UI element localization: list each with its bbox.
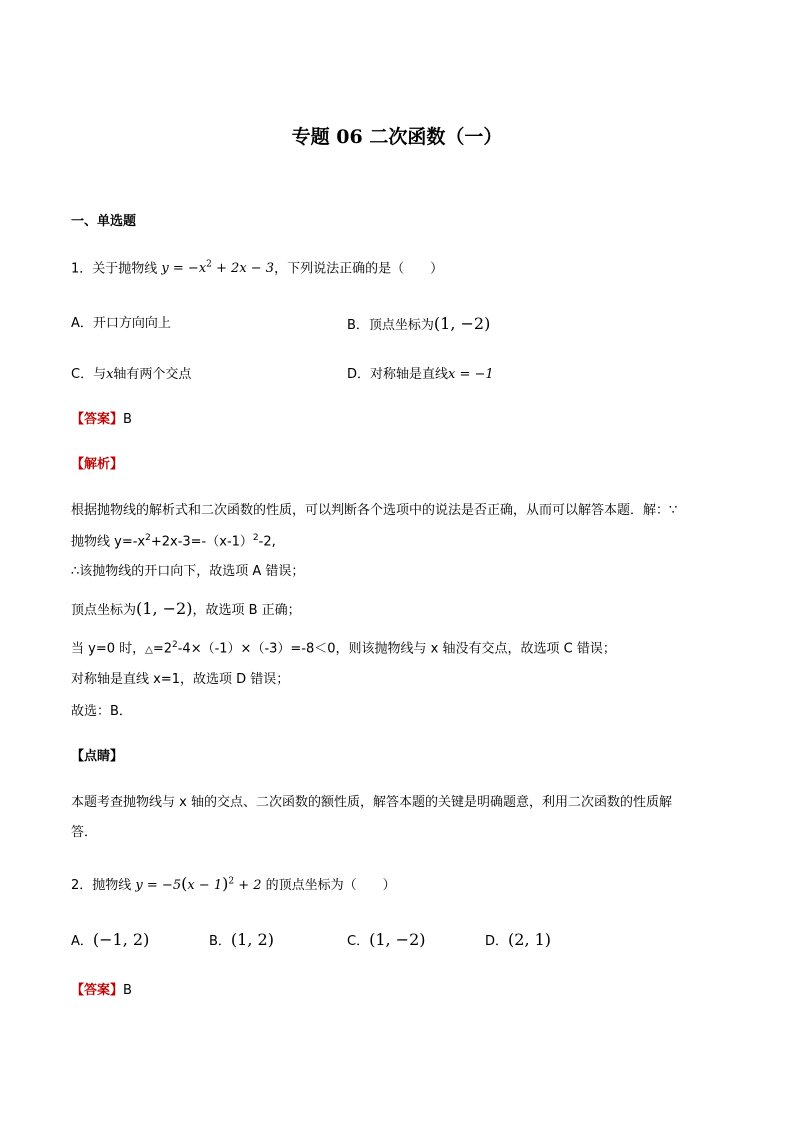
q2-option-b-value: (1, 2) bbox=[230, 930, 274, 949]
q2-answer-value: B bbox=[123, 983, 132, 998]
q1-option-d-equation: x = −1 bbox=[448, 367, 494, 382]
q1-analysis-line-6: 对称轴是直线 x=1，故选项 D 错误； bbox=[71, 672, 290, 687]
q1-answer bbox=[71, 412, 132, 428]
section-heading: 一、单选题 bbox=[71, 214, 137, 229]
analysis-line-5-part-1: 当 y=0 时， bbox=[71, 641, 146, 657]
question-1-stem bbox=[71, 260, 443, 277]
q2-option-c-value: (1, −2) bbox=[369, 930, 426, 949]
q2-option-b-label: B． bbox=[209, 934, 231, 949]
q2-option-d-value: (2, 1) bbox=[508, 930, 552, 949]
question-1-number: 1．关于抛物线 bbox=[71, 261, 158, 277]
superscript-2: 2 bbox=[252, 533, 259, 543]
q1-option-d[interactable] bbox=[347, 367, 494, 383]
question-1-stem-tail: ，下列说法正确的是（ ） bbox=[274, 261, 444, 277]
q1-option-c[interactable] bbox=[71, 367, 191, 383]
analysis-line-4-part-1: 顶点坐标为 bbox=[71, 603, 137, 618]
q2-option-a-label: A． bbox=[71, 934, 93, 949]
q2-option-d-label: D． bbox=[485, 934, 509, 949]
q1-analysis-line-1: 根据抛物线的解析式和二次函数的性质，可以判断各个选项中的说法是否正确，从而可以解答本题．解：∵ bbox=[71, 503, 678, 518]
superscript-2: 2 bbox=[172, 640, 178, 650]
q1-option-d-label: D．对称轴是直线 bbox=[347, 367, 449, 382]
q2-option-d[interactable] bbox=[485, 930, 551, 950]
superscript-2: 2 bbox=[145, 533, 151, 543]
question-1-equation: $y = -x^2 + 2x - 3$ bbox=[161, 260, 275, 277]
q1-answer-value: B bbox=[123, 412, 132, 427]
document-title: 专题 06 二次函数（一） bbox=[291, 126, 503, 148]
q1-answer-label: 【答案】 bbox=[71, 412, 124, 427]
q1-analysis-line-3: ∴该抛物线的开口向下，故选项 A 错误； bbox=[71, 564, 305, 579]
q2-option-a[interactable] bbox=[71, 930, 149, 950]
q2-option-c-label: C． bbox=[347, 934, 370, 949]
q1-comment-line-2: 答． bbox=[71, 825, 98, 840]
q1-analysis-label: 【解析】 bbox=[71, 457, 124, 472]
question-2-stem bbox=[71, 874, 396, 894]
analysis-line-4-value: (1, −2) bbox=[136, 599, 193, 618]
analysis-line-2-part-1: 抛物线 y=-x bbox=[71, 534, 146, 550]
analysis-line-5-part-3: -4×（-1）×（-3）=-8＜0，则该抛物线与 x 轴没有交点，故选项 C 错误； bbox=[177, 641, 616, 657]
q2-answer-label: 【答案】 bbox=[71, 983, 124, 998]
q1-option-b-value: (1, −2) bbox=[433, 314, 491, 333]
q2-answer bbox=[71, 983, 132, 999]
q1-analysis-line-2 bbox=[71, 533, 276, 550]
q1-comment-label: 【点睛】 bbox=[71, 749, 124, 764]
q1-comment-line-1: 本题考查抛物线与 x 轴的交点、二次函数的额性质，解答本题的关键是明确题意，利用二次函数的性质解 bbox=[71, 795, 672, 810]
q1-analysis-line-5 bbox=[71, 640, 616, 657]
q1-option-c-prefix: C．与 bbox=[71, 367, 107, 382]
delta-symbol: △ bbox=[145, 644, 153, 656]
q2-option-b[interactable] bbox=[209, 930, 274, 950]
question-2-equation: $y = -5(x - 1)^2 + 2$ bbox=[135, 874, 262, 893]
q1-option-b[interactable] bbox=[347, 314, 490, 334]
analysis-line-4-part-2: ，故选项 B 正确； bbox=[192, 603, 301, 618]
q1-option-b-label: B．顶点坐标为 bbox=[347, 318, 434, 333]
question-2-number: 2．抛物线 bbox=[71, 878, 132, 893]
analysis-line-5-part-2: =2 bbox=[152, 641, 172, 657]
q1-analysis-line-4 bbox=[71, 599, 301, 619]
q1-analysis-line-7: 故选：B． bbox=[71, 704, 132, 719]
q2-option-c[interactable] bbox=[347, 930, 426, 950]
question-2-stem-tail: 的顶点坐标为（ ） bbox=[265, 878, 396, 893]
q1-option-c-variable: x bbox=[106, 367, 114, 382]
q1-option-c-suffix: 轴有两个交点 bbox=[113, 367, 192, 382]
q2-option-a-value: (−1, 2) bbox=[92, 930, 150, 949]
analysis-line-2-part-3: -2, bbox=[258, 534, 276, 550]
analysis-line-2-part-2: +2x-3=-（x-1） bbox=[150, 534, 253, 550]
q1-option-a[interactable]: A．开口方向向上 bbox=[71, 316, 171, 331]
